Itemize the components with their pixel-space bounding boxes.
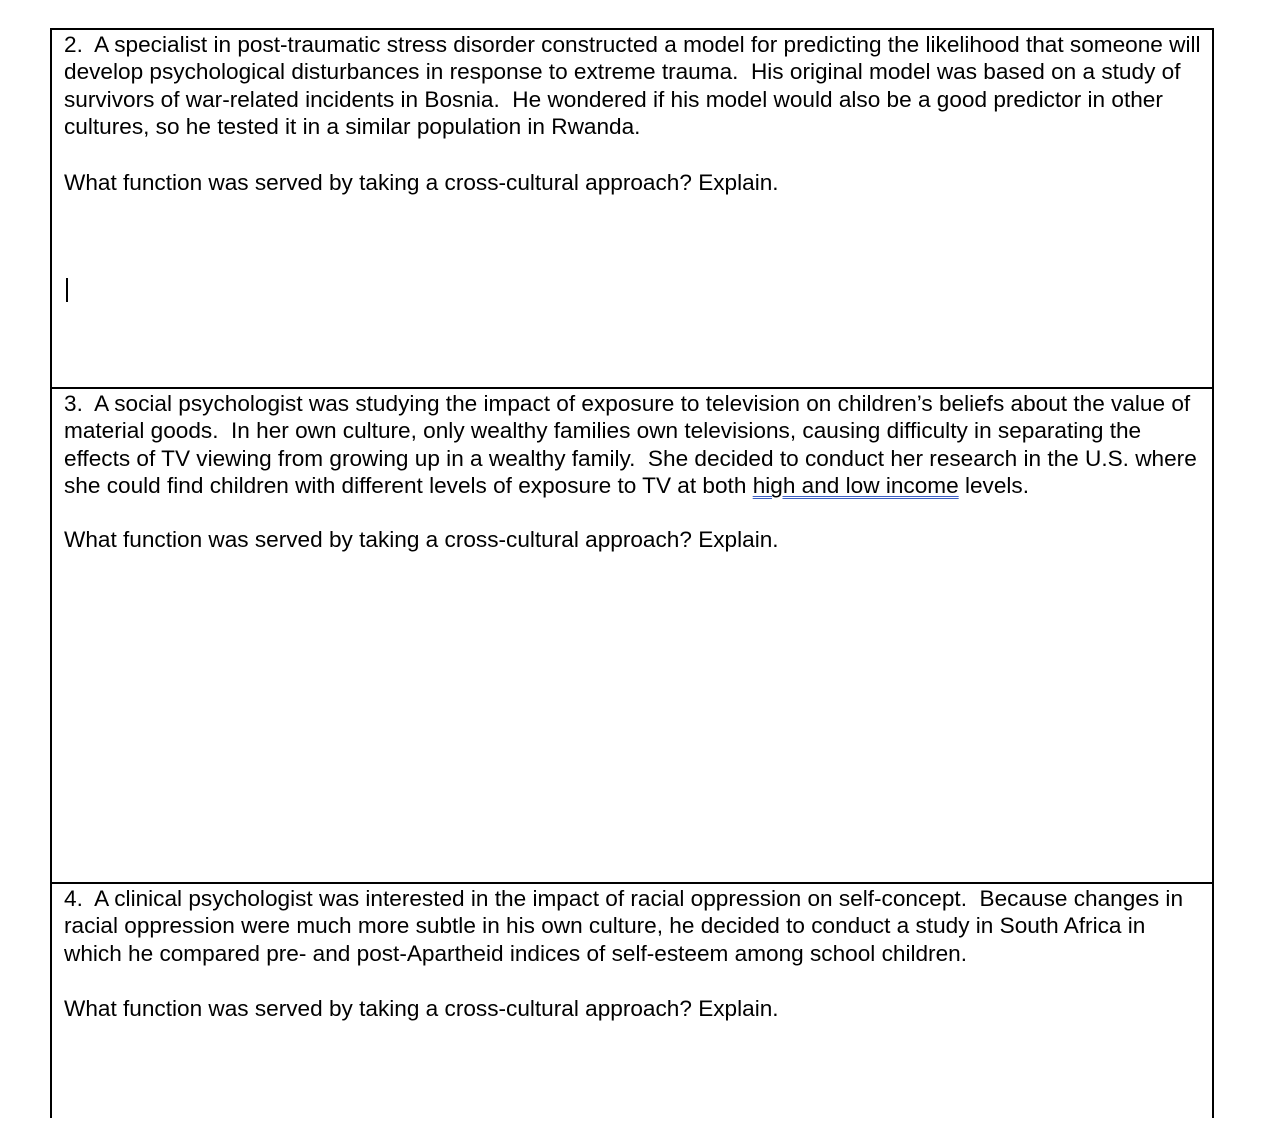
question-4-number: 4. bbox=[64, 886, 83, 911]
question-3-body-end: levels. bbox=[958, 473, 1029, 499]
question-3-body: A social psychologist was studying the impact of exposure to television on children’s beliefs about the value of material goods. In her own culture, only wealthy families own televisions, causing difficulty in separating the effects of TV viewing from growing up in a wealthy family. She decided to conduct her research in the U.S. where she could find children with different levels of exposure to TV at both bbox=[64, 391, 1204, 499]
question-4-body: A clinical psychologist was interested in the impact of racial oppression on self-concept. Because changes in racial oppression were much more subtle in his own culture, he decided to conduct a study in South Africa in which he compared pre- and post-Apartheid indices of self-esteem among school children. bbox=[64, 886, 1190, 966]
question-2-cell[interactable] bbox=[52, 30, 1212, 387]
question-2-body: A specialist in post-traumatic stress disorder constructed a model for predicting the likelihood that someone will develop psychological disturbances in response to extreme trauma. His original model was based on a study of survivors of war-related incidents in Bosnia. He wondered if his model would also be a good predictor in other cultures, so he tested it in a similar population in Rwanda. bbox=[64, 32, 1207, 140]
grammar-flagged-text[interactable]: high and low income bbox=[752, 473, 959, 499]
question-2-prompt: What function was served by taking a cross-cultural approach? Explain. bbox=[64, 169, 779, 195]
question-3-text bbox=[64, 389, 1202, 500]
question-3-prompt: What function was served by taking a cross-cultural approach? Explain. bbox=[64, 526, 779, 552]
question-3-number: 3. bbox=[64, 391, 83, 416]
question-2-number: 2. bbox=[64, 32, 83, 57]
question-4-text bbox=[64, 884, 1202, 967]
text-cursor bbox=[66, 278, 68, 302]
worksheet-table bbox=[50, 28, 1214, 1118]
question-4-prompt: What function was served by taking a cross-cultural approach? Explain. bbox=[64, 996, 779, 1022]
question-4-cell[interactable] bbox=[52, 882, 1212, 1122]
question-2-text bbox=[64, 30, 1207, 141]
question-3-cell[interactable] bbox=[52, 387, 1212, 882]
